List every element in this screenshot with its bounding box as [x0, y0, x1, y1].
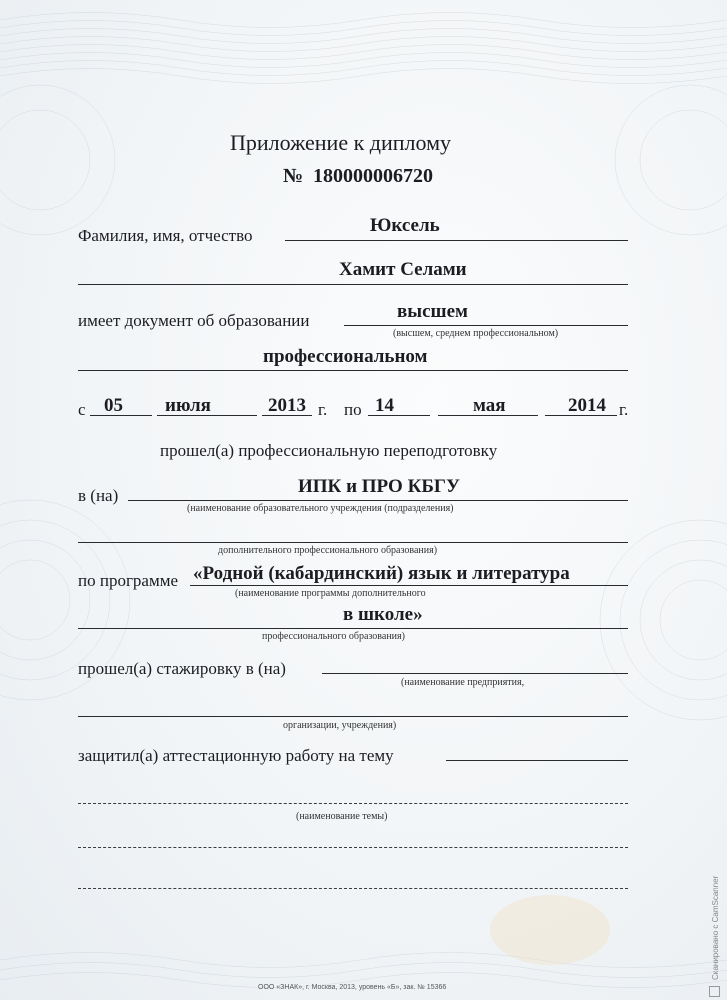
program-name-1: «Родной (кабардинский) язык и литература: [193, 563, 570, 584]
period-to-day: 14: [375, 395, 394, 416]
camscanner-logo-icon: [709, 986, 720, 997]
education-hint: (высшем, среднем профессиональном): [393, 328, 559, 339]
internship-hint-1: (наименование предприятия,: [401, 677, 525, 688]
period-from-prefix: с: [78, 400, 86, 419]
attestation-hint: (наименование темы): [296, 811, 388, 822]
year-suffix-2: г.: [619, 400, 629, 419]
fio-line-1: [285, 240, 628, 241]
institution-line-1: [128, 500, 628, 501]
institution-label: в (на): [78, 486, 119, 505]
attestation-line-2: [78, 803, 628, 804]
education-line-1: [344, 325, 628, 326]
fio-name: Хамит Селами: [339, 259, 467, 280]
period-from-month: июля: [165, 395, 211, 416]
attestation-line-1: [446, 760, 628, 761]
fio-surname: Юксель: [370, 215, 440, 236]
program-name-2: в школе»: [343, 604, 423, 625]
program-hint-1: (наименование программы дополнительного: [235, 588, 426, 599]
period-to-prefix: по: [344, 400, 362, 419]
attestation-line-4: [78, 888, 628, 889]
diploma-number: 180000006720: [313, 165, 433, 187]
program-label: по программе: [78, 571, 179, 590]
attestation-label: защитил(а) аттестационную работу на тему: [78, 746, 394, 765]
education-line-2: [78, 370, 628, 371]
fio-label: Фамилия, имя, отчество: [78, 226, 253, 245]
period-from-day: 05: [104, 395, 123, 416]
printer-footer: ООО «ЗНАК», г. Москва, 2013, уровень «Б», зак. № 15366: [258, 984, 447, 991]
education-label: имеет документ об образовании: [78, 311, 310, 330]
education-level: высшем: [397, 301, 468, 322]
institution-hint-2: дополнительного профессионального образования): [218, 545, 438, 556]
institution-line-2: [78, 542, 628, 543]
period-to-month: мая: [473, 395, 506, 416]
institution-hint-1: (наименование образовательного учреждения (подразделения): [187, 503, 454, 514]
camscanner-watermark: Сканировано с CamScanner: [711, 875, 720, 980]
retraining-text: прошел(а) профессиональную переподготовку: [160, 441, 498, 460]
fio-line-2: [78, 284, 628, 285]
program-line-2: [78, 628, 628, 629]
program-line-1: [190, 585, 628, 586]
institution-name: ИПК и ПРО КБГУ: [298, 476, 460, 497]
period-to-year: 2014: [568, 395, 606, 416]
program-hint-2: профессионального образования): [262, 631, 405, 642]
attestation-line-3: [78, 847, 628, 848]
internship-hint-2: организации, учреждения): [283, 720, 397, 731]
number-sign: №: [283, 165, 304, 187]
education-level-cont: профессиональном: [263, 346, 428, 367]
internship-line-1: [322, 673, 628, 674]
year-suffix-1: г.: [318, 400, 328, 419]
period-from-year: 2013: [268, 395, 306, 416]
internship-line-2: [78, 716, 628, 717]
document-title: Приложение к диплому: [230, 130, 451, 155]
internship-label: прошел(а) стажировку в (на): [78, 659, 286, 678]
